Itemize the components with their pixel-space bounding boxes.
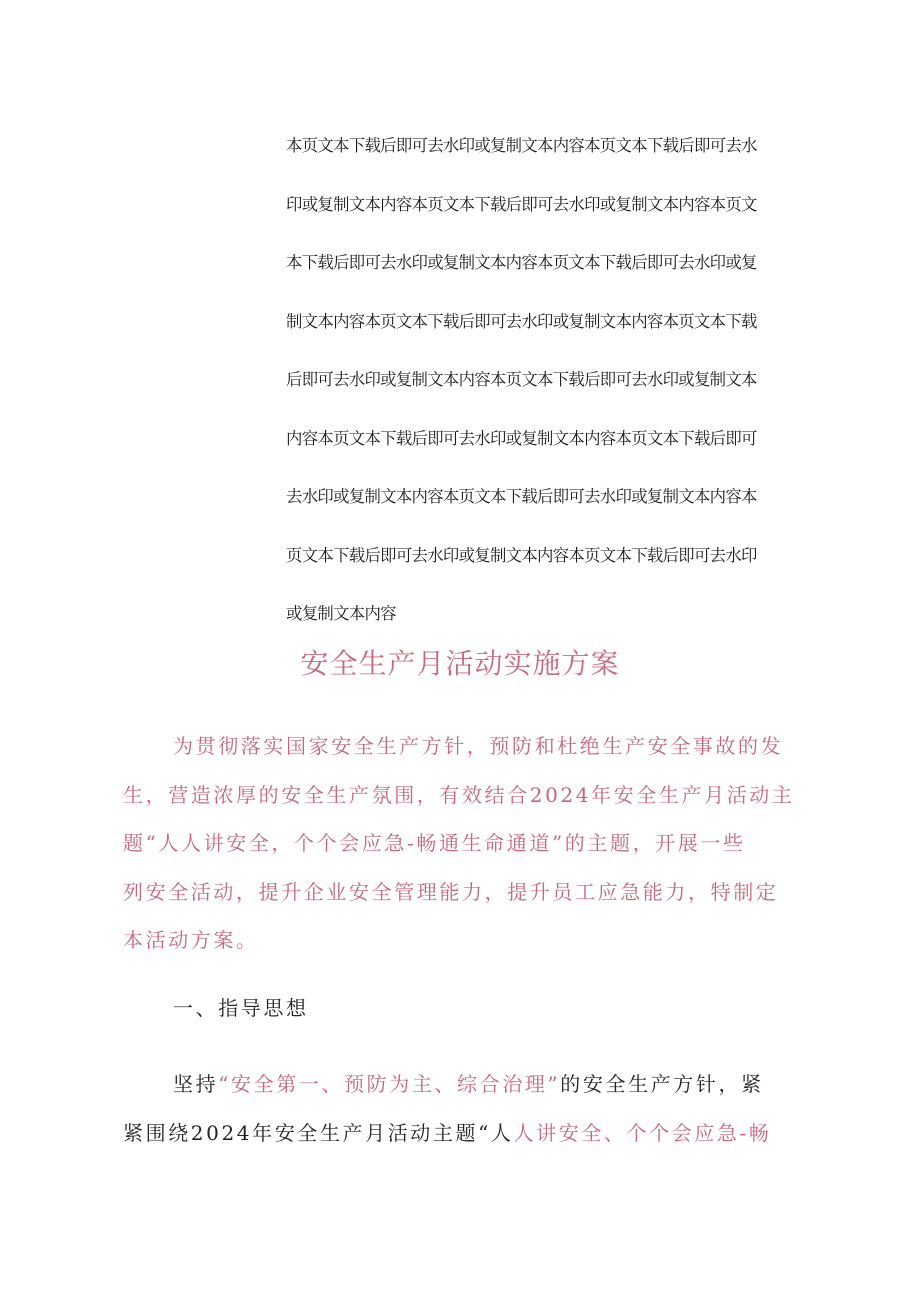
watermark-line: 页文本下载后即可去水印或复制文本内容本页文本下载后即可去水印 — [286, 545, 757, 565]
watermark-line: 或复制文本内容 — [286, 604, 396, 623]
guide-text: 紧围绕2024年安全生产月活动主题“人 — [123, 1120, 514, 1145]
watermark-text-block — [286, 131, 806, 658]
watermark-line: 本下载后即可去水印或复制文本内容本页文本下载后即可去水印或复 — [286, 253, 757, 272]
guide-line — [123, 1060, 803, 1109]
guide-highlight: “安全第一、预防为主、综合治理” — [218, 1072, 561, 1096]
watermark-line: 印或复制文本内容本页文本下载后即可去水印或复制文本内容本页文 — [286, 194, 757, 214]
watermark-line: 去水印或复制文本内容本页文本下载后即可去水印或复制文本内容本 — [286, 487, 757, 506]
guide-line — [123, 1109, 803, 1158]
guide-text: 坚持 — [173, 1072, 219, 1096]
watermark-line: 本页文本下载后即可去水印或复制文本内容本页文本下载后即可去水 — [286, 136, 757, 155]
watermark-line: 后即可去水印或复制文本内容本页文本下载后即可去水印或复制文本 — [286, 370, 757, 389]
guide-highlight: 人讲安全、个个会应急-畅 — [513, 1120, 772, 1145]
intro-line: 题“人人讲安全，个个会应急-畅通生命通道”的主题，开展一些 — [123, 831, 746, 855]
guide-text: 的安全生产方针，紧 — [560, 1072, 764, 1096]
section-heading-guiding-ideology: 一、指导思想 — [173, 996, 309, 1020]
intro-line: 为贯彻落实国家安全生产方针，预防和杜绝生产安全事故的发 — [173, 734, 784, 758]
watermark-line: 制文本内容本页文本下载后即可去水印或复制文本内容本页文本下载 — [286, 311, 757, 331]
guiding-ideology-paragraph — [123, 1060, 803, 1157]
intro-line: 生，营造浓厚的安全生产氛围，有效结合2024年安全生产月活动主 — [123, 782, 795, 807]
document-title: 安全生产月活动实施方案 — [300, 647, 620, 680]
intro-line: 列安全活动，提升企业安全管理能力，提升员工应急能力，特制定 — [123, 879, 779, 904]
watermark-line: 内容本页文本下载后即可去水印或复制文本内容本页文本下载后即可 — [286, 428, 757, 448]
intro-paragraph — [123, 722, 803, 965]
intro-line: 本活动方案。 — [123, 928, 259, 952]
